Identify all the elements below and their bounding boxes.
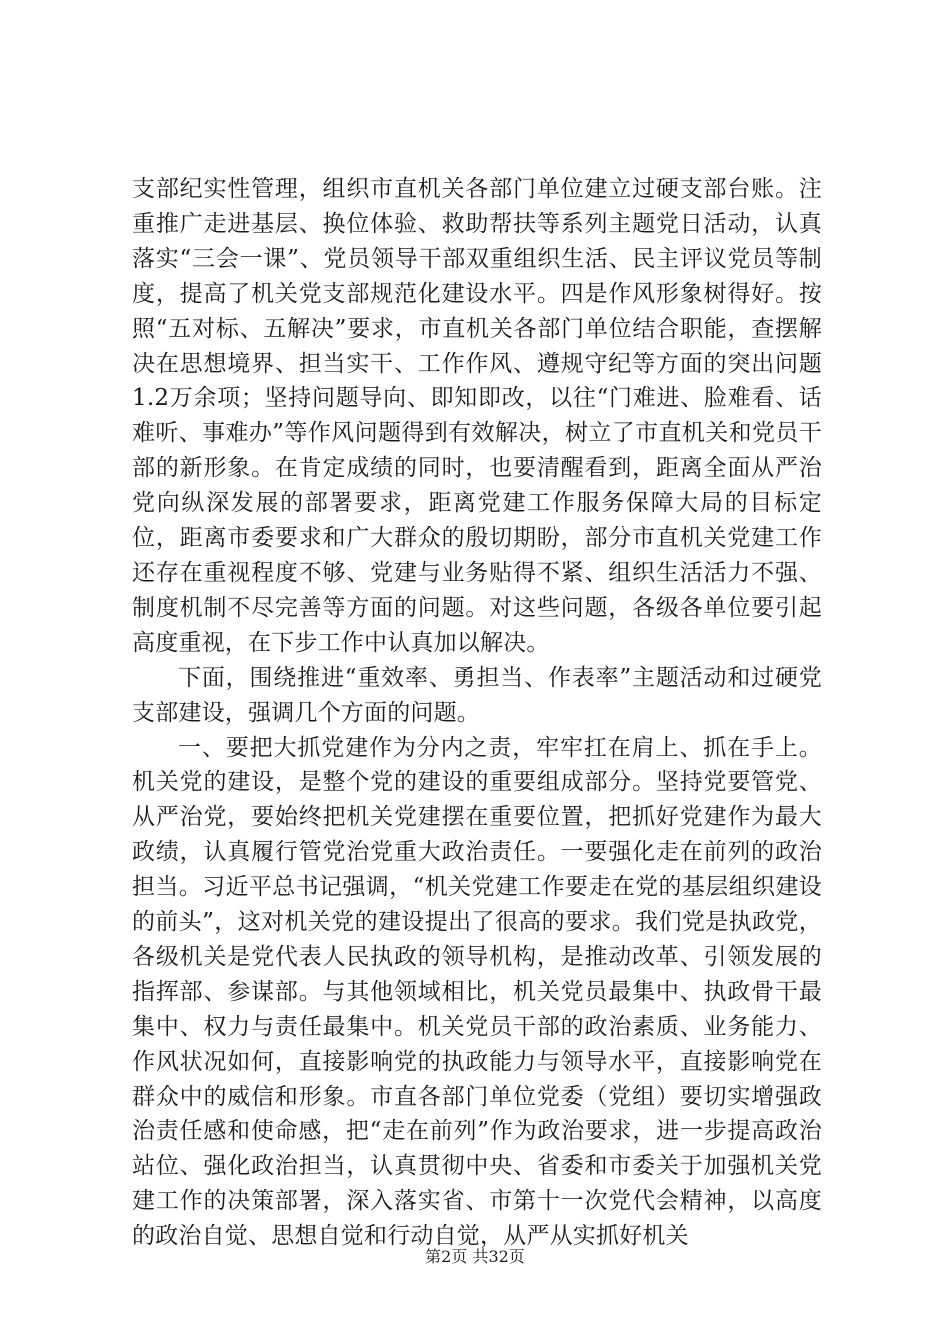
paragraph-1: 支部纪实性管理，组织市直机关各部门单位建立过硬支部台账。注重推广走进基层、换位体验、救助帮扶等系列主题党日活动，认真落实“三会一课”、党员领导干部双重组织生活、民主评议党员等制度，提高了机关党支部规范化建设水平。四是作风形象树得好。按照“五对标、五解决”要求，市直机关各部门单位结合职能，查摆解决在思想境界、担当实干、工作作风、遵规守纪等方面的突出问题1.2万余项；坚持问题导向、即知即改，以往“门难进、脸难看、话难听、事难办”等作风问题得到有效解决，树立了市直机关和党员干部的新形象。在肯定成绩的同时，也要清醒看到，距离全面从严治党向纵深发展的部署要求，距离党建工作服务保障大局的目标定位，距离市委要求和广大群众的殷切期盼，部分市直机关党建工作还存在重视程度不够、党建与业务贴得不紧、组织生活活力不强、制度机制不尽完善等方面的问题。对这些问题，各级各单位要引起高度重视，在下步工作中认真加以解决。 bbox=[132, 176, 822, 656]
paragraph-2: 下面，围绕推进“重效率、勇担当、作表率”主题活动和过硬党支部建设，强调几个方面的问题。 bbox=[132, 664, 822, 726]
document-body bbox=[132, 172, 822, 1254]
page-number-footer: 第2页 共32页 bbox=[425, 1247, 525, 1266]
paragraph-3: 一、要把大抓党建作为分内之责，牢牢扛在肩上、抓在手上。机关党的建设，是整个党的建设的重要组成部分。坚持党要管党、从严治党，要始终把机关党建摆在重要位置，把抓好党建作为最大政绩，认真履行管党治党重大政治责任。一要强化走在前列的政治担当。习近平总书记强调，“机关党建工作要走在党的基层组织建设的前头”，这对机关党的建设提出了很高的要求。我们党是执政党，各级机关是党代表人民执政的领导机构，是推动改革、引领发展的指挥部、参谋部。与其他领域相比，机关党员最集中、执政骨干最集中、权力与责任最集中。机关党员干部的政治素质、业务能力、作风状况如何，直接影响党的执政能力与领导水平，直接影响党在群众中的威信和形象。市直各部门单位党委（党组）要切实增强政治责任感和使命感，把“走在前列”作为政治要求，进一步提高政治站位、强化政治担当，认真贯彻中央、省委和市委关于加强机关党建工作的决策部署，深入落实省、市第十一次党代会精神，以高度的政治自觉、思想自觉和行动自觉，从严从实抓好机关 bbox=[132, 734, 822, 1250]
